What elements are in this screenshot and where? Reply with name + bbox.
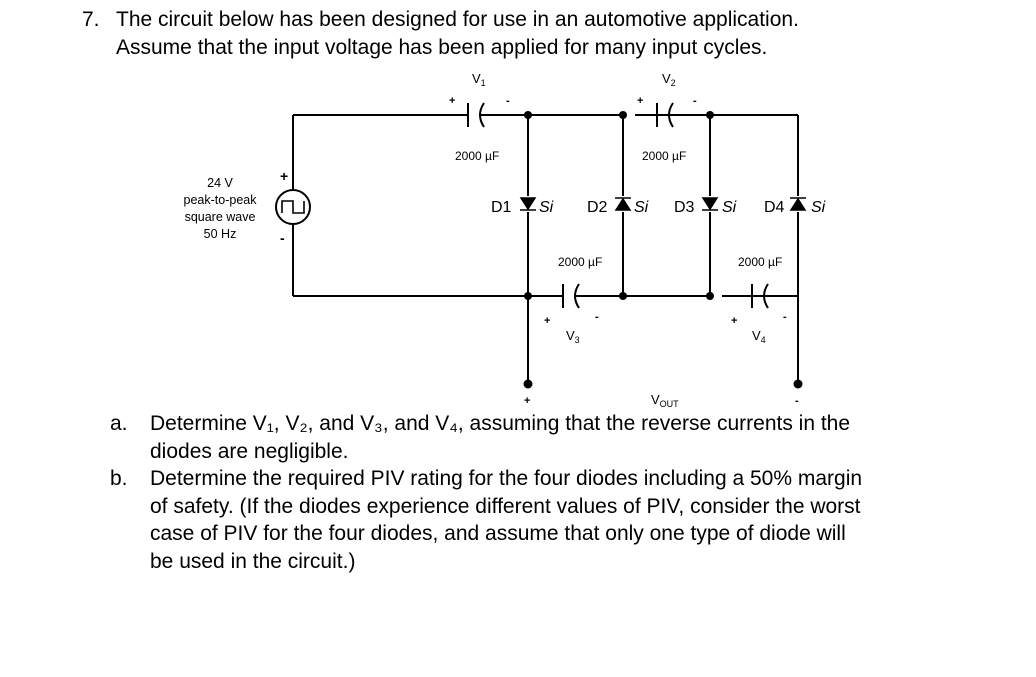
output-terminal-minus — [794, 380, 803, 389]
source-label-amplitude: 24 V — [207, 176, 233, 190]
problem-statement-line-2: Assume that the input voltage has been applied for many input cycles. — [116, 36, 768, 59]
vout-minus-sign: - — [795, 395, 799, 407]
junction-dot — [706, 292, 714, 300]
sub-question-b — [110, 465, 1000, 575]
diode-d3-material: Si — [722, 199, 737, 216]
sub-question-text-line: of safety. (If the diodes experience different values of PIV, consider the worst — [150, 494, 861, 518]
cap3-plus: + — [544, 315, 551, 327]
vout-label: $V_{OUT}$ — [651, 392, 679, 409]
vout-plus-sign: + — [524, 395, 531, 407]
sub-question-text-line: Determine V₁, V₂, and V₃, and V₄, assuming that the reverse currents in the — [150, 412, 851, 435]
sub-question-text-line: be used in the circuit.) — [150, 549, 356, 573]
junction-dot — [619, 292, 627, 300]
cap3-minus: - — [595, 311, 599, 323]
diode-d2-icon — [615, 198, 631, 210]
problem-statement-line-1: The circuit below has been designed for use in an automotive application. — [116, 8, 799, 31]
sub-question-letter: a. — [110, 412, 128, 435]
sub-question-text-line: Determine the required PIV rating for the four diodes including a 50% margin — [150, 467, 863, 490]
cap1-minus: - — [506, 95, 510, 107]
diode-d4-label: D4 — [764, 199, 785, 216]
diode-d4-icon — [790, 198, 806, 210]
diode-d1-label: D1 — [491, 199, 512, 216]
problem-number: 7. — [82, 8, 100, 31]
diode-d1-material: Si — [539, 199, 554, 216]
cap4-voltage-label: $V_4$ — [752, 328, 766, 345]
sub-question-text-line: case of PIV for the four diodes, and assume that only one type of diode will — [150, 522, 846, 545]
cap4-value: 2000 µF — [738, 255, 783, 269]
junction-dot — [524, 111, 532, 119]
source-label-wave: square wave — [184, 210, 256, 224]
cap2-value: 2000 µF — [642, 149, 687, 163]
cap2-minus: - — [693, 95, 697, 107]
sub-question-a — [110, 410, 1000, 465]
cap3-value: 2000 µF — [558, 255, 603, 269]
square-wave-source-icon — [276, 190, 310, 224]
diode-d4-material: Si — [811, 199, 826, 216]
output-terminal-plus — [524, 380, 533, 389]
junction-dot — [524, 292, 532, 300]
junction-dot — [706, 111, 714, 119]
diode-d3-label: D3 — [674, 199, 695, 216]
sub-question-letter: b. — [110, 467, 128, 490]
cap4-plus: + — [731, 315, 738, 327]
cap3-voltage-label: $V_3$ — [566, 328, 580, 345]
source-minus-sign: - — [280, 230, 285, 246]
cap1-value: 2000 µF — [455, 149, 500, 163]
sub-question-list — [110, 410, 1000, 575]
diode-d2-material: Si — [634, 199, 649, 216]
cap2-voltage-label: $V_2$ — [662, 71, 676, 88]
diode-d2-label: D2 — [587, 199, 608, 216]
source-plus-sign: + — [280, 168, 289, 184]
source-label-freq: 50 Hz — [203, 227, 237, 241]
sub-question-text-line: diodes are negligible. — [150, 439, 349, 463]
cap4-minus: - — [783, 311, 787, 323]
cap1-voltage-label: $V_1$ — [472, 71, 486, 88]
diode-d1-icon — [520, 198, 536, 210]
junction-dot — [619, 111, 627, 119]
cap1-plus: + — [449, 95, 456, 107]
cap2-plus: + — [637, 95, 644, 107]
source-label-ptp: peak-to-peak — [183, 193, 257, 207]
capacitor-2 — [635, 103, 710, 127]
diode-d3-icon — [702, 198, 718, 210]
